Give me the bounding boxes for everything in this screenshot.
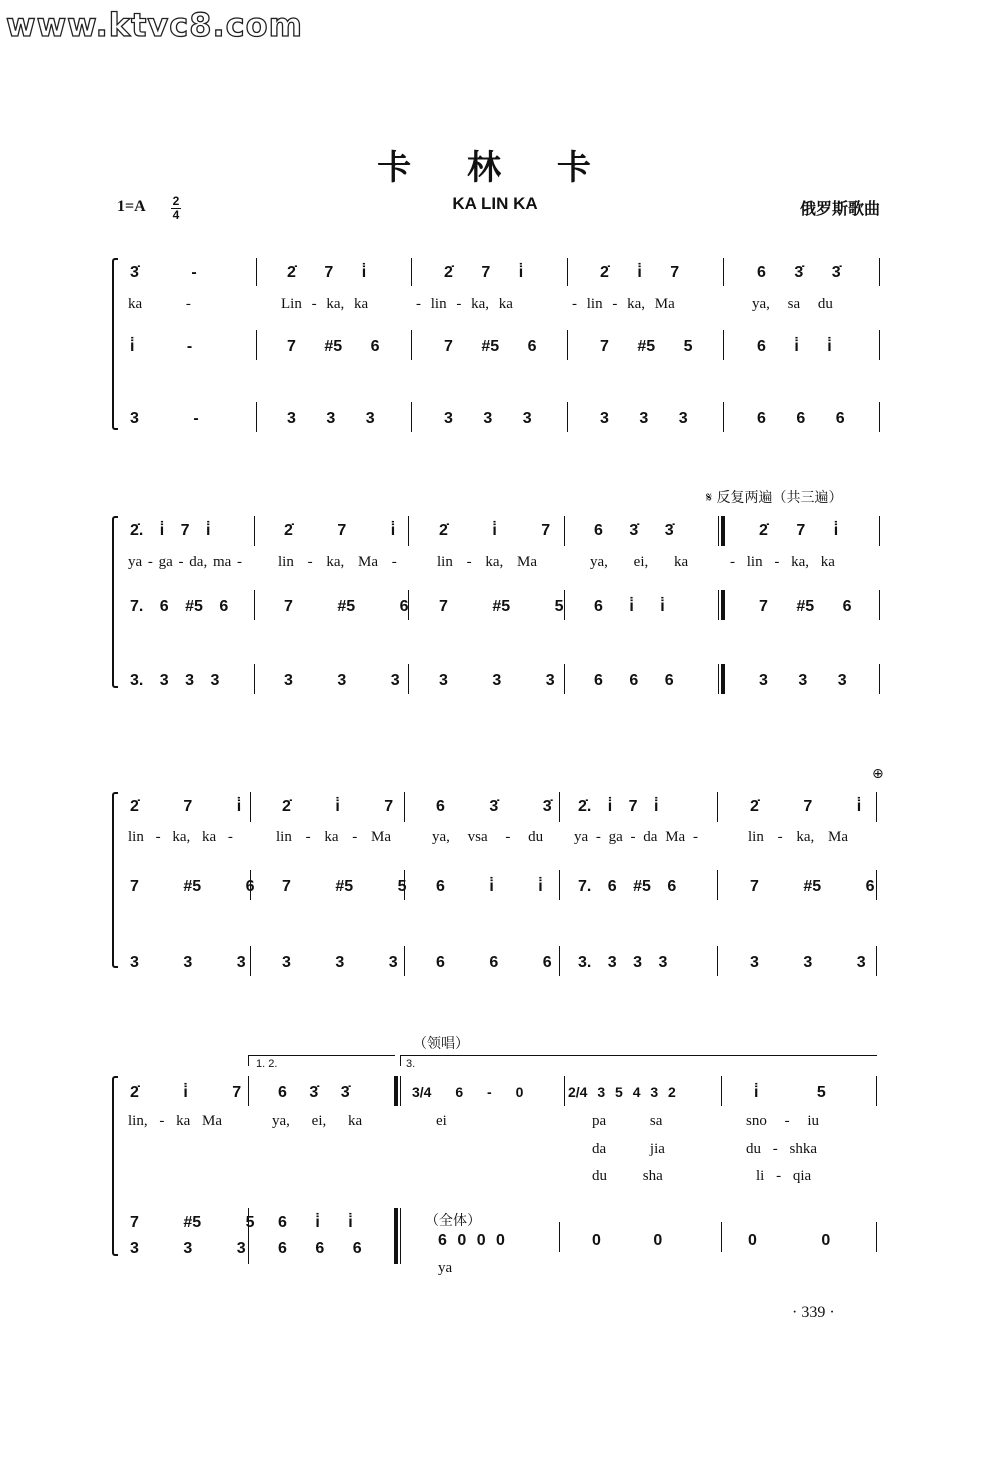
alto-measure: 7 #5 6: [444, 338, 537, 355]
repeat-end-thin: [400, 1208, 401, 1264]
alto-measure: 7 #5 6: [130, 878, 255, 895]
song-subtitle: KA LIN KA: [452, 194, 538, 213]
lyric-measure: ya, vsa - du: [432, 829, 544, 845]
barline: [408, 516, 409, 546]
system-1-brace: [112, 258, 118, 430]
melody-measure: 6 3̇ 3̇: [436, 798, 552, 815]
barline: [559, 1222, 560, 1252]
bass-measure: 3 3 3: [284, 672, 400, 689]
barline: [723, 402, 724, 432]
lyric-measure: lin - ka, Ma: [748, 829, 848, 845]
barline: [876, 792, 877, 822]
barline: [876, 1222, 877, 1252]
repeat-start-thin: [718, 516, 719, 546]
bass-measure: 6 6 6: [278, 1240, 362, 1257]
alto-measure: 7 #5 6: [284, 598, 409, 615]
repeat-end-thin: [400, 1076, 401, 1106]
barline: [567, 330, 568, 360]
lyric-verse-3: li - qia: [756, 1168, 812, 1184]
lyric-measure: ya - ga - da, ma -: [128, 554, 243, 570]
bass-measure: 3 3 3: [287, 410, 375, 427]
barline: [559, 870, 560, 900]
barline: [567, 258, 568, 286]
barline: [876, 946, 877, 976]
melody-measure: 2̇ 7 i̇: [444, 264, 524, 281]
melody-measure: 2̇ i̇ 7: [282, 798, 394, 815]
repeat-start-thin: [718, 664, 719, 694]
volta-3: [400, 1055, 877, 1066]
lyric-verse-2: du - shka: [746, 1141, 817, 1157]
barline: [256, 402, 257, 432]
page-number: · 339 ·: [792, 1304, 835, 1321]
alto-measure: 6 i̇ i̇: [757, 338, 832, 355]
bass-measure: 6 6 6: [436, 954, 552, 971]
barline: [721, 1076, 722, 1106]
bass-measure: 3 3 3: [130, 954, 246, 971]
tutti-lyric: ya: [438, 1260, 453, 1276]
repeat-start-thick: [721, 664, 725, 694]
alto-measure: 6 i̇ i̇: [594, 598, 665, 615]
song-title: 卡 林 卡: [377, 148, 613, 188]
barline: [879, 664, 880, 694]
repeat-start-thick: [721, 516, 725, 546]
composer: 俄罗斯歌曲: [799, 199, 880, 218]
barline: [256, 258, 257, 286]
repeat-end-thick: [394, 1076, 398, 1106]
barline: [717, 870, 718, 900]
barline: [717, 946, 718, 976]
bass-measure: 3 3 3: [282, 954, 398, 971]
system-3-brace: [112, 792, 118, 968]
tutti-measure: 0 0: [748, 1232, 831, 1249]
barline: [567, 402, 568, 432]
lyric-measure: - lin - ka, ka: [730, 554, 835, 570]
barline: [559, 792, 560, 822]
bass-measure: 6 6 6: [757, 410, 845, 427]
alto-measure: 7 #5 6: [287, 338, 380, 355]
lyric-measure: ei: [436, 1113, 447, 1129]
alto-measure: i̇ -: [130, 338, 193, 355]
barline: [721, 1222, 722, 1252]
alto-measure: 7 #5 6: [759, 598, 852, 615]
alto-measure: 7 #5 5: [282, 878, 407, 895]
bass-measure: 3 3 3: [600, 410, 688, 427]
lyric-measure: lin - ka, Ma: [437, 554, 537, 570]
system-2-brace: [112, 516, 118, 688]
tutti-label: （全体）: [425, 1213, 481, 1229]
lyric-measure: - lin - ka, Ma: [572, 296, 675, 312]
repeat-end-thick: [394, 1208, 398, 1264]
lyric-verse-3: du sha: [592, 1168, 663, 1184]
barline: [879, 330, 880, 360]
alto-measure: 7 #5 5: [439, 598, 564, 615]
coda-sign: ⊕: [872, 766, 884, 782]
lyric-measure: - lin - ka, ka: [416, 296, 513, 312]
melody-measure: 2̇ 7 i̇: [130, 798, 242, 815]
alto-measure: 7. 6 #5 6: [130, 598, 229, 615]
alto-measure: 7 #5 5: [130, 1214, 255, 1231]
barline: [717, 792, 718, 822]
melody-measure: 3̇ -: [130, 264, 197, 281]
barline: [250, 792, 251, 822]
lyric-verse-2: da jia: [592, 1141, 665, 1157]
barline: [411, 258, 412, 286]
melody-measure: 2/4 3 5 4 3 2: [568, 1084, 676, 1100]
melody-measure: 2̇ 7 i̇: [750, 798, 862, 815]
repeat-start-thin: [718, 590, 719, 620]
barline: [879, 402, 880, 432]
bass-measure: 3 3 3: [130, 1240, 246, 1257]
melody-measure: 2̇ i̇ 7: [130, 1084, 242, 1101]
system-4-brace: [112, 1076, 118, 1256]
melody-measure: 6 3̇ 3̇: [757, 264, 841, 281]
bass-measure: 3 -: [130, 410, 199, 427]
time-signature-top: 2: [172, 194, 180, 208]
bass-measure: 3 3 3: [759, 672, 847, 689]
lyric-measure: ya, ei, ka: [272, 1113, 363, 1129]
bass-measure: 3. 3 3 3: [578, 954, 668, 971]
melody-measure: 2̇ 7 i̇: [284, 522, 396, 539]
barline: [254, 664, 255, 694]
lead-vocal-label: （领唱）: [413, 1036, 469, 1052]
barline: [248, 1076, 249, 1106]
lyric-measure: lin, - ka Ma: [128, 1113, 222, 1129]
bass-measure: 3. 3 3 3: [130, 672, 220, 689]
barline: [723, 258, 724, 286]
barline: [879, 516, 880, 546]
barline: [559, 946, 560, 976]
lyric-measure: ya, ei, ka: [590, 554, 689, 570]
barline: [411, 330, 412, 360]
bass-measure: 3 3 3: [750, 954, 866, 971]
alto-measure: 7. 6 #5 6: [578, 878, 677, 895]
melody-measure: 2̇ 7 i̇: [287, 264, 367, 281]
melody-measure: 2̇ 7 i̇: [759, 522, 839, 539]
barline: [254, 516, 255, 546]
barline: [564, 1076, 565, 1106]
barline: [408, 664, 409, 694]
watermark: www.ktvc8.com: [6, 6, 303, 44]
barline: [250, 946, 251, 976]
lyric-measure: ya, sa du: [752, 296, 833, 312]
barline: [254, 590, 255, 620]
bass-measure: 3 3 3: [439, 672, 555, 689]
tutti-measure: 6 0 0 0: [438, 1232, 505, 1249]
melody-measure: 6 3̇ 3̇: [594, 522, 674, 539]
time-signature-bottom: 4: [172, 208, 180, 222]
barline: [411, 402, 412, 432]
volta-1-2-label: 1. 2.: [256, 1058, 278, 1070]
key-signature: 1=A: [117, 198, 146, 215]
barline: [564, 664, 565, 694]
lyric-measure: lin - ka, Ma -: [278, 554, 397, 570]
dal-segno-instruction: 𝄋 反复两遍（共三遍）: [706, 490, 843, 506]
alto-measure: 7 #5 5: [600, 338, 693, 355]
melody-measure: 2̇. i̇ 7 i̇: [578, 798, 659, 815]
repeat-start-thick: [721, 590, 725, 620]
melody-measure: 2̇ i̇ 7: [600, 264, 680, 281]
tutti-measure: 0 0: [592, 1232, 663, 1249]
barline: [404, 946, 405, 976]
barline: [723, 330, 724, 360]
melody-measure: 3/4 6 - 0: [412, 1084, 524, 1100]
barline: [564, 516, 565, 546]
barline: [876, 870, 877, 900]
bass-measure: 3 3 3: [444, 410, 532, 427]
melody-measure: 6 3̇ 3̇: [278, 1084, 350, 1101]
melody-measure: 2̇ i̇ 7: [439, 522, 551, 539]
alto-measure: 6 i̇ i̇: [436, 878, 543, 895]
barline: [404, 792, 405, 822]
lyric-measure: lin - ka - Ma: [276, 829, 391, 845]
melody-measure: i̇ 5: [754, 1084, 826, 1101]
alto-measure: 6 i̇ i̇: [278, 1214, 353, 1231]
barline: [564, 590, 565, 620]
barline: [876, 1076, 877, 1106]
barline: [879, 590, 880, 620]
bass-measure: 6 6 6: [594, 672, 674, 689]
barline: [256, 330, 257, 360]
melody-measure: 2̇. i̇ 7 i̇: [130, 522, 211, 539]
lyric-measure: ka -: [128, 296, 191, 312]
lyric-measure: sno - iu: [746, 1113, 819, 1129]
lyric-measure: Lin - ka, ka: [281, 296, 369, 312]
volta-3-label: 3.: [406, 1058, 416, 1070]
alto-measure: 7 #5 6: [750, 878, 875, 895]
lyric-measure: pa sa: [592, 1113, 663, 1129]
lyric-measure: lin - ka, ka -: [128, 829, 233, 845]
lyric-measure: ya - ga - da Ma -: [574, 829, 698, 845]
barline: [879, 258, 880, 286]
